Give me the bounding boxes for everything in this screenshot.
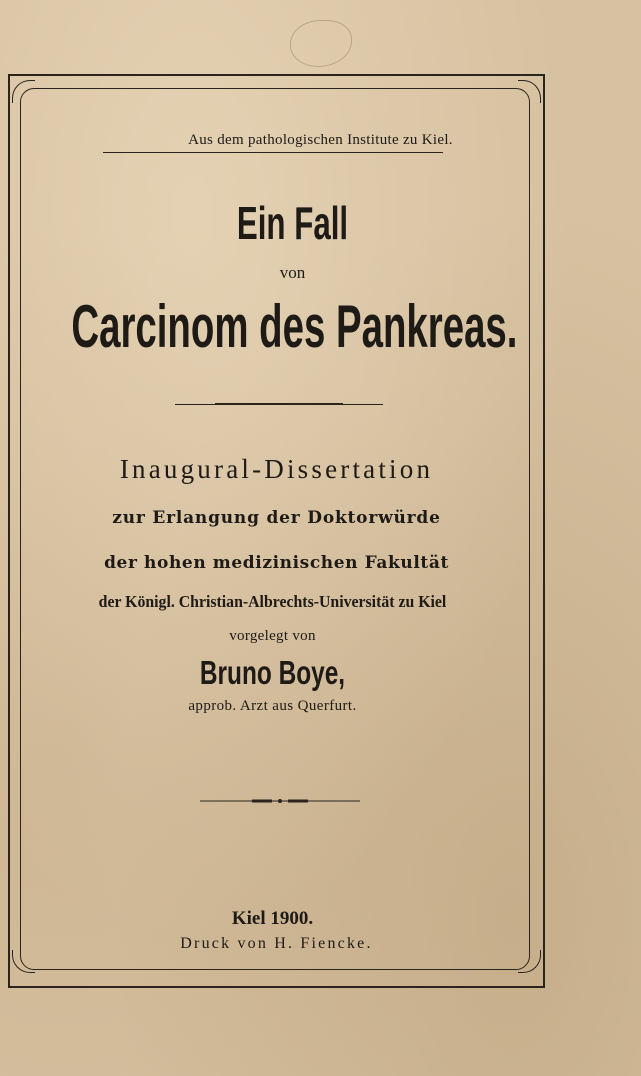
- imprint-printer: Druck von H. Fiencke.: [180, 935, 373, 952]
- title-line-2: Carcinom des Pankreas.: [71, 293, 518, 360]
- ornamental-divider: [200, 799, 360, 803]
- presented-by: vorgelegt von: [229, 628, 316, 644]
- author-credentials: approb. Arzt aus Querfurt.: [188, 698, 357, 714]
- title-connector: von: [279, 263, 306, 282]
- dissertation-line-1: zur Erlangung der Doktorwürde: [112, 508, 441, 528]
- dissertation-heading: Inaugural-Dissertation: [119, 454, 434, 484]
- title-line-1: Ein Fall: [236, 197, 349, 249]
- title-divider: [175, 404, 383, 405]
- institute-line: Aus dem pathologischen Institute zu Kiel.: [188, 132, 453, 148]
- imprint-place-year: Kiel 1900.: [231, 908, 314, 929]
- author-name: Bruno Boye,: [199, 654, 346, 691]
- dissertation-line-2: der hohen medizinischen Fakultät: [104, 553, 449, 573]
- institute-underline: [103, 152, 443, 153]
- page-stain: [290, 20, 352, 67]
- dissertation-line-3: der Königl. Christian-Albrechts-Universität zu Kiel: [98, 592, 447, 611]
